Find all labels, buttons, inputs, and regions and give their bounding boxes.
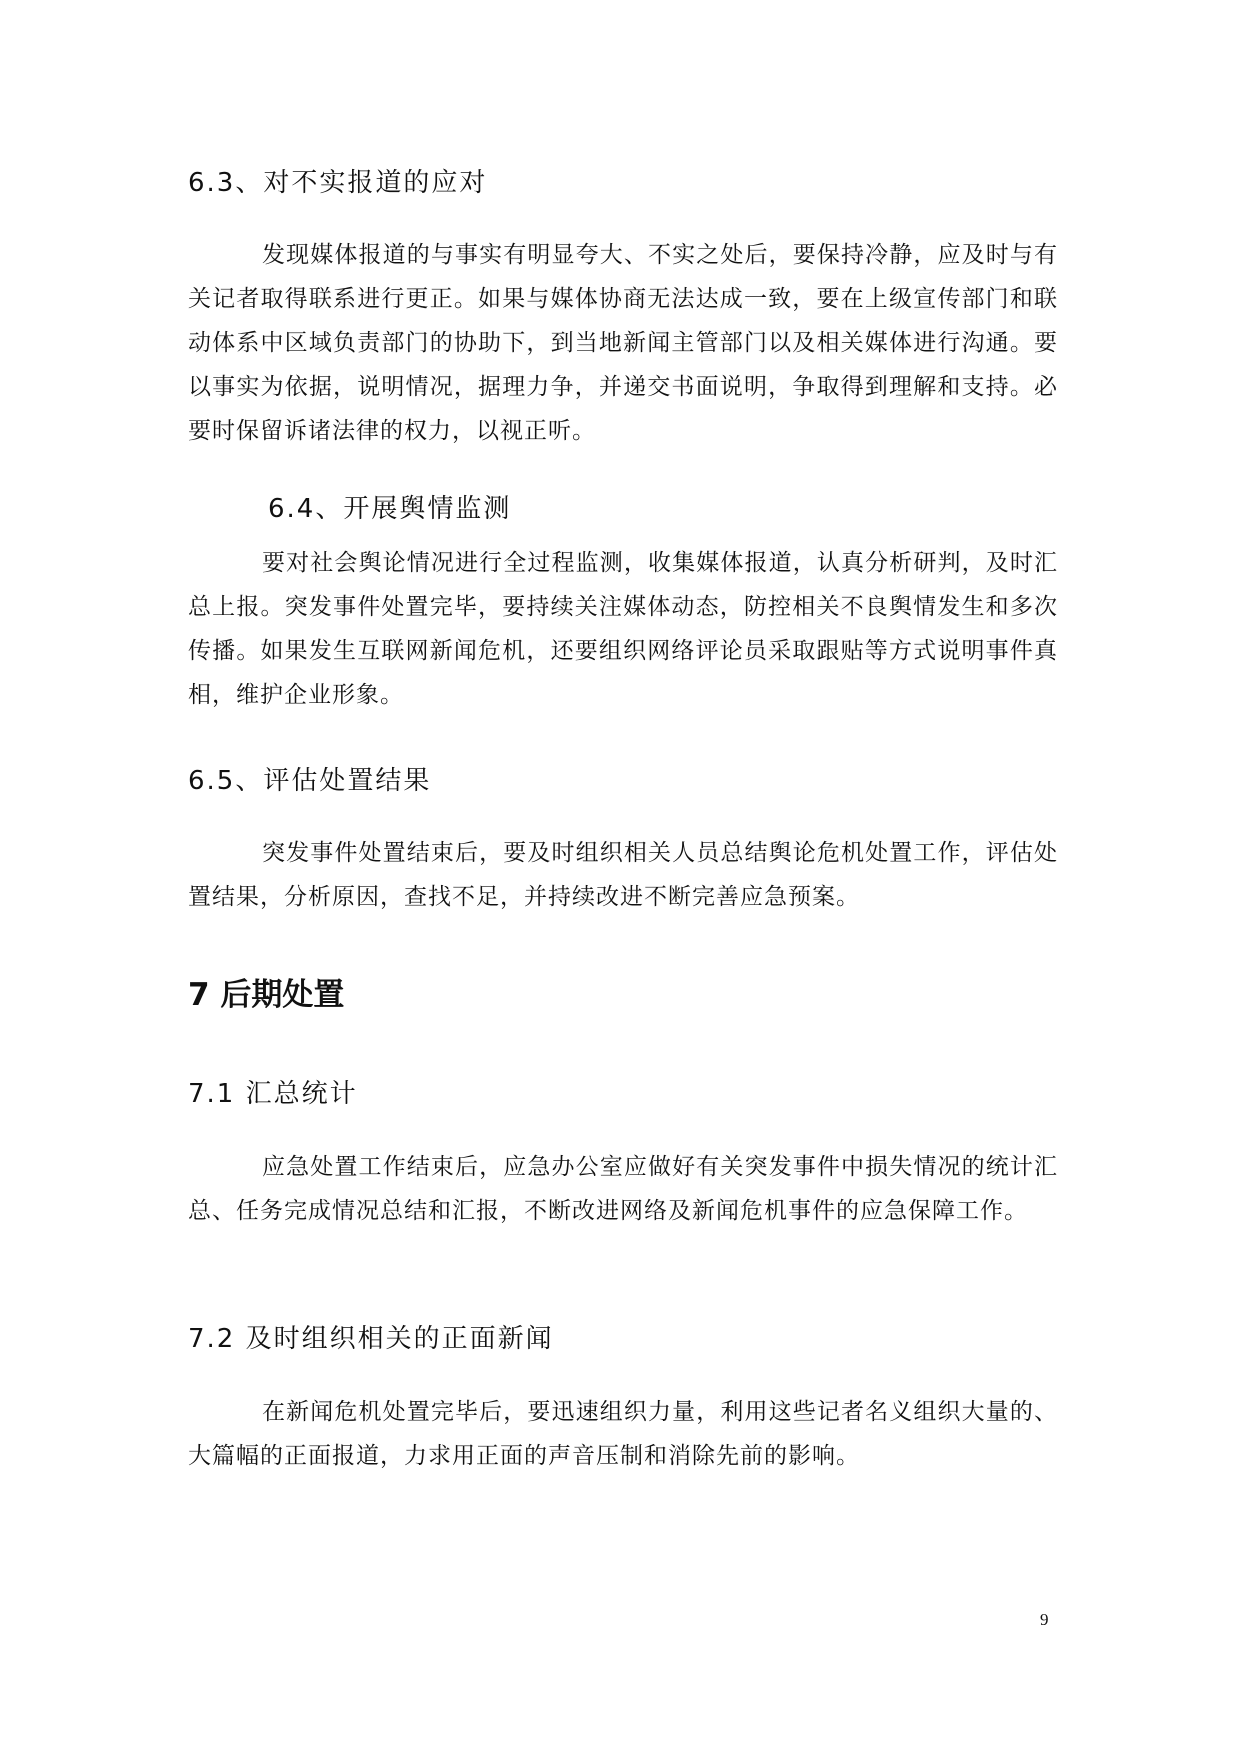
paragraph-6-3: 发现媒体报道的与事实有明显夸大、不实之处后，要保持冷静，应及时与有关记者取得联系进行更正。如果与媒体协商无法达成一致，要在上级宣传部门和联动体系中区域负责部门的协助下，到当地新闻主管部门以及相关媒体进行沟通。要以事实为依据，说明情况，据理力争，并递交书面说明，争取得到理解和支持。必要时保留诉诸法律的权力，以视正听。 <box>188 242 1058 444</box>
heading-6-3: 6.3、对不实报道的应对 <box>188 168 488 198</box>
heading-7-1: 7.1 汇总统计 <box>188 1079 358 1109</box>
page-number: 9 <box>1040 1610 1049 1629</box>
heading-7: 7 后期处置 <box>188 977 345 1013</box>
heading-6-4: 6.4、开展舆情监测 <box>268 494 512 524</box>
heading-6-5: 6.5、评估处置结果 <box>188 766 432 796</box>
paragraph-6-5: 突发事件处置结束后，要及时组织相关人员总结舆论危机处置工作，评估处置结果，分析原因，查找不足，并持续改进不断完善应急预案。 <box>188 840 1058 910</box>
paragraph-6-4: 要对社会舆论情况进行全过程监测，收集媒体报道，认真分析研判，及时汇总上报。突发事件处置完毕，要持续关注媒体动态，防控相关不良舆情发生和多次传播。如果发生互联网新闻危机，还要组织网络评论员采取跟贴等方式说明事件真相，维护企业形象。 <box>188 550 1058 708</box>
paragraph-7-1: 应急处置工作结束后，应急办公室应做好有关突发事件中损失情况的统计汇总、任务完成情况总结和汇报，不断改进网络及新闻危机事件的应急保障工作。 <box>188 1154 1058 1224</box>
paragraph-7-2: 在新闻危机处置完毕后，要迅速组织力量，利用这些记者名义组织大量的、大篇幅的正面报道，力求用正面的声音压制和消除先前的影响。 <box>188 1399 1058 1469</box>
heading-7-2: 7.2 及时组织相关的正面新闻 <box>188 1324 554 1354</box>
